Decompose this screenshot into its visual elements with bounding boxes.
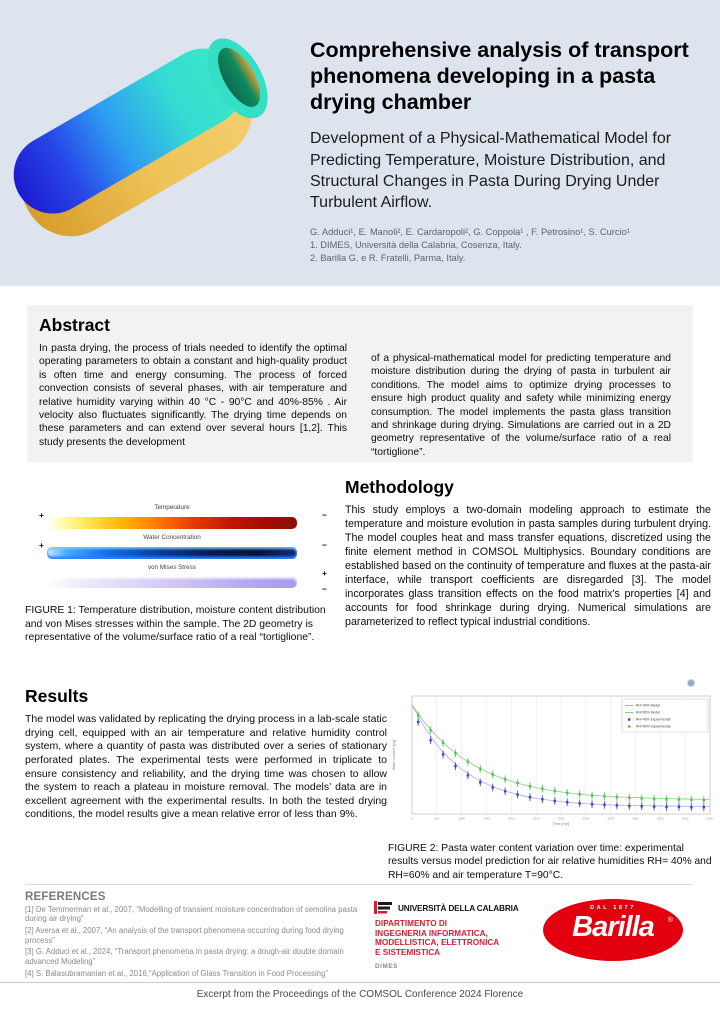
header-band	[0, 0, 720, 286]
results-section	[25, 686, 387, 822]
temperature-plus-sign: +	[39, 510, 44, 520]
svg-text:5000: 5000	[656, 816, 664, 821]
svg-text:6000: 6000	[706, 816, 714, 821]
temperature-minus-sign: −	[322, 510, 327, 520]
title-block	[310, 38, 710, 263]
figure2-caption: FIGURE 2: Pasta water content variation over time: experimental results versus model prediction for air relative humidities RH= 40% and RH=60% and air temperature T=90°C.	[388, 843, 712, 881]
chart-marker-icon	[688, 680, 694, 686]
abstract-column-1: In pasta drying, the process of trials needed to identify the optimal operating parameters to obtain a constant and high-quality product is often time and energy consuming. The process of forced convection consists of several phases, with air temperature and relative humidity varying within 40 °C - 90°C and 40%-85% . Air velocity also fluctuates significantly. The drying time depends on these parameters and can extend over several hours [1,2]. This study presents the development	[39, 343, 347, 448]
vonmises-colorbar-label: von Mises Stress	[148, 564, 196, 571]
dept-line: E SISTEMISTICA	[375, 948, 441, 958]
references-section	[25, 891, 372, 979]
methodology-heading: Methodology	[345, 477, 454, 497]
figure1-caption: FIGURE 1: Temperature distribution, moisture content distribution and von Mises stresses within the sample. The 2D geometry is representative of the volume/surface ratio of a real “tortiglione”.	[25, 605, 326, 644]
results-body: The model was validated by replicating the drying process in a lab-scale static drying cell, equipped with an air temperature and relative humidity control system, where a quantity of pasta was distributed over a series of stationary perforated plates. The experimental tests were performed in triplicate to ensure consistency and reliability, and the drying time was chosen to allow the system to reach a plateau in moisture removal. The models’ data are in excellent agreement with the experimental results. In both the tested drying conditions, the model results give a mean relative error of less than 9%.	[25, 713, 387, 821]
vonmises-plus-sign: +	[322, 568, 327, 578]
temperature-colorbar-label: Temperature	[154, 504, 190, 511]
registered-mark: ®	[667, 917, 673, 924]
horizontal-divider	[25, 884, 693, 885]
water-minus-sign: −	[322, 540, 327, 550]
dept-line: MODELLISTICA, ELETTRONICA	[375, 938, 500, 948]
svg-text:RH=60% Model: RH=60% Model	[636, 710, 660, 715]
svg-text:4000: 4000	[607, 816, 615, 821]
references-heading: REFERENCES	[25, 891, 106, 903]
abstract-column-2: of a physical-mathematical model for predicting temperature and moisture distribution during the drying of pasta in turbulent air conditions. The model aims to optimize drying processes to ensure high product quality and safety while minimizing energy consumption. The model implements the pasta glass transition and shrinkage during drying. Simulations are carried out in a 2D geometry representative of the volume/surface ratio of a real “tortiglione”.	[371, 353, 671, 458]
poster-subtitle: Development of a Physical-Mathematical Model for Predicting Temperature, Moisture Distribution, and Structural Changes in Pasta During Drying Under Turbulent Airflow.	[310, 130, 672, 211]
svg-text:RH=40% Model: RH=40% Model	[636, 703, 660, 708]
svg-text:5500: 5500	[681, 816, 689, 821]
reference-item: [3] G. Adduci et al., 2024, “Transport phenomena in pasta drying: a dough-air double domain advanced Modeling”	[25, 947, 344, 967]
figure2-chart	[388, 688, 718, 840]
poster-title: Comprehensive analysis of transport phenomena developing in a pasta drying chamber	[310, 38, 689, 114]
affiliation-1: 1. DIMES, Università della Calabria, Cosenza, Italy.	[310, 239, 522, 250]
reference-item: [1] De Temmerman et al., 2007, “Modelling of transient moisture concentration of semolina pasta during air drying”	[25, 904, 358, 924]
svg-text:RH=40% Experimental: RH=40% Experimental	[636, 717, 671, 722]
svg-text:0: 0	[411, 816, 413, 821]
svg-text:2000: 2000	[507, 816, 515, 821]
unical-flag-icon	[374, 901, 393, 914]
water-plus-sign: +	[39, 540, 44, 550]
svg-text:2500: 2500	[532, 816, 540, 821]
dept-line: INGEGNERIA INFORMATICA,	[375, 928, 488, 938]
vonmises-minus-sign: −	[322, 584, 327, 594]
svg-text:Water content [g/g]: Water content [g/g]	[392, 739, 396, 771]
water-colorbar-label: Water Concentration	[143, 534, 201, 541]
affiliation-2: 2. Barilla G. e R. Fratelli, Parma, Italy.	[310, 252, 466, 263]
unical-name: UNIVERSITÀ DELLA CALABRIA	[398, 902, 519, 913]
svg-text:1000: 1000	[458, 816, 466, 821]
vonmises-stress-colorbar	[47, 576, 297, 588]
authors-line: G. Adduci¹, E. Manoli², E. Cardaropoli², G. Coppola¹ , F. Petrosino¹, S. Curcio¹	[310, 226, 630, 237]
svg-text:3500: 3500	[582, 816, 590, 821]
unical-logo	[374, 901, 536, 970]
barilla-wordmark: Barilla	[572, 911, 654, 943]
footer-text: Excerpt from the Proceedings of the COMSOL Conference 2024 Florence	[196, 989, 524, 1000]
abstract-heading: Abstract	[39, 315, 110, 335]
unical-department	[375, 919, 536, 958]
water-concentration-colorbar	[47, 547, 297, 559]
pasta-3d-render-image	[0, 0, 314, 288]
temperature-colorbar	[47, 517, 297, 529]
abstract-section	[27, 305, 693, 462]
svg-text:4500: 4500	[632, 816, 639, 821]
dept-line: DIPARTIMENTO DI	[375, 919, 448, 928]
reference-item: [2] Aversa et al., 2007, “An analysis of the transport phenomena occurring during food drying process”	[25, 925, 344, 945]
dimes-acronym: DIMES	[375, 962, 398, 970]
svg-text:3000: 3000	[557, 816, 565, 821]
reference-item: [4] S. Balasubramanian et al., 2016,“Application of Glass Transition in Food Processing”	[25, 968, 328, 978]
barilla-dal-1877: DAL 1877	[590, 905, 636, 911]
svg-text:RH=60% Experimental: RH=60% Experimental	[636, 724, 671, 729]
svg-text:Time [min]: Time [min]	[552, 822, 570, 826]
svg-text:1500: 1500	[483, 816, 490, 821]
methodology-body: This study employs a two-domain modeling approach to estimate the temperature and moisture evolution in pasta samples during turbulent drying. The model couples heat and mass transfer equations, discretized using the finite element method in COMSOL Multiphysics. Boundary conditions are established based on the continuity of temperature and fluxes at the pasta-air interface, while transport coefficients are disregarded [3]. The model incorporates glass transition effects on the food matrix's properties [4] and accounts for food shrinkage during drying. Numerical simulations are parameterized to reflect typical industrial conditions.	[345, 504, 711, 629]
methodology-section	[345, 477, 711, 629]
barilla-logo	[543, 899, 683, 961]
results-heading: Results	[25, 686, 89, 706]
abstract-columns	[27, 336, 693, 459]
svg-text:500: 500	[434, 816, 440, 821]
footer-divider	[0, 982, 720, 983]
